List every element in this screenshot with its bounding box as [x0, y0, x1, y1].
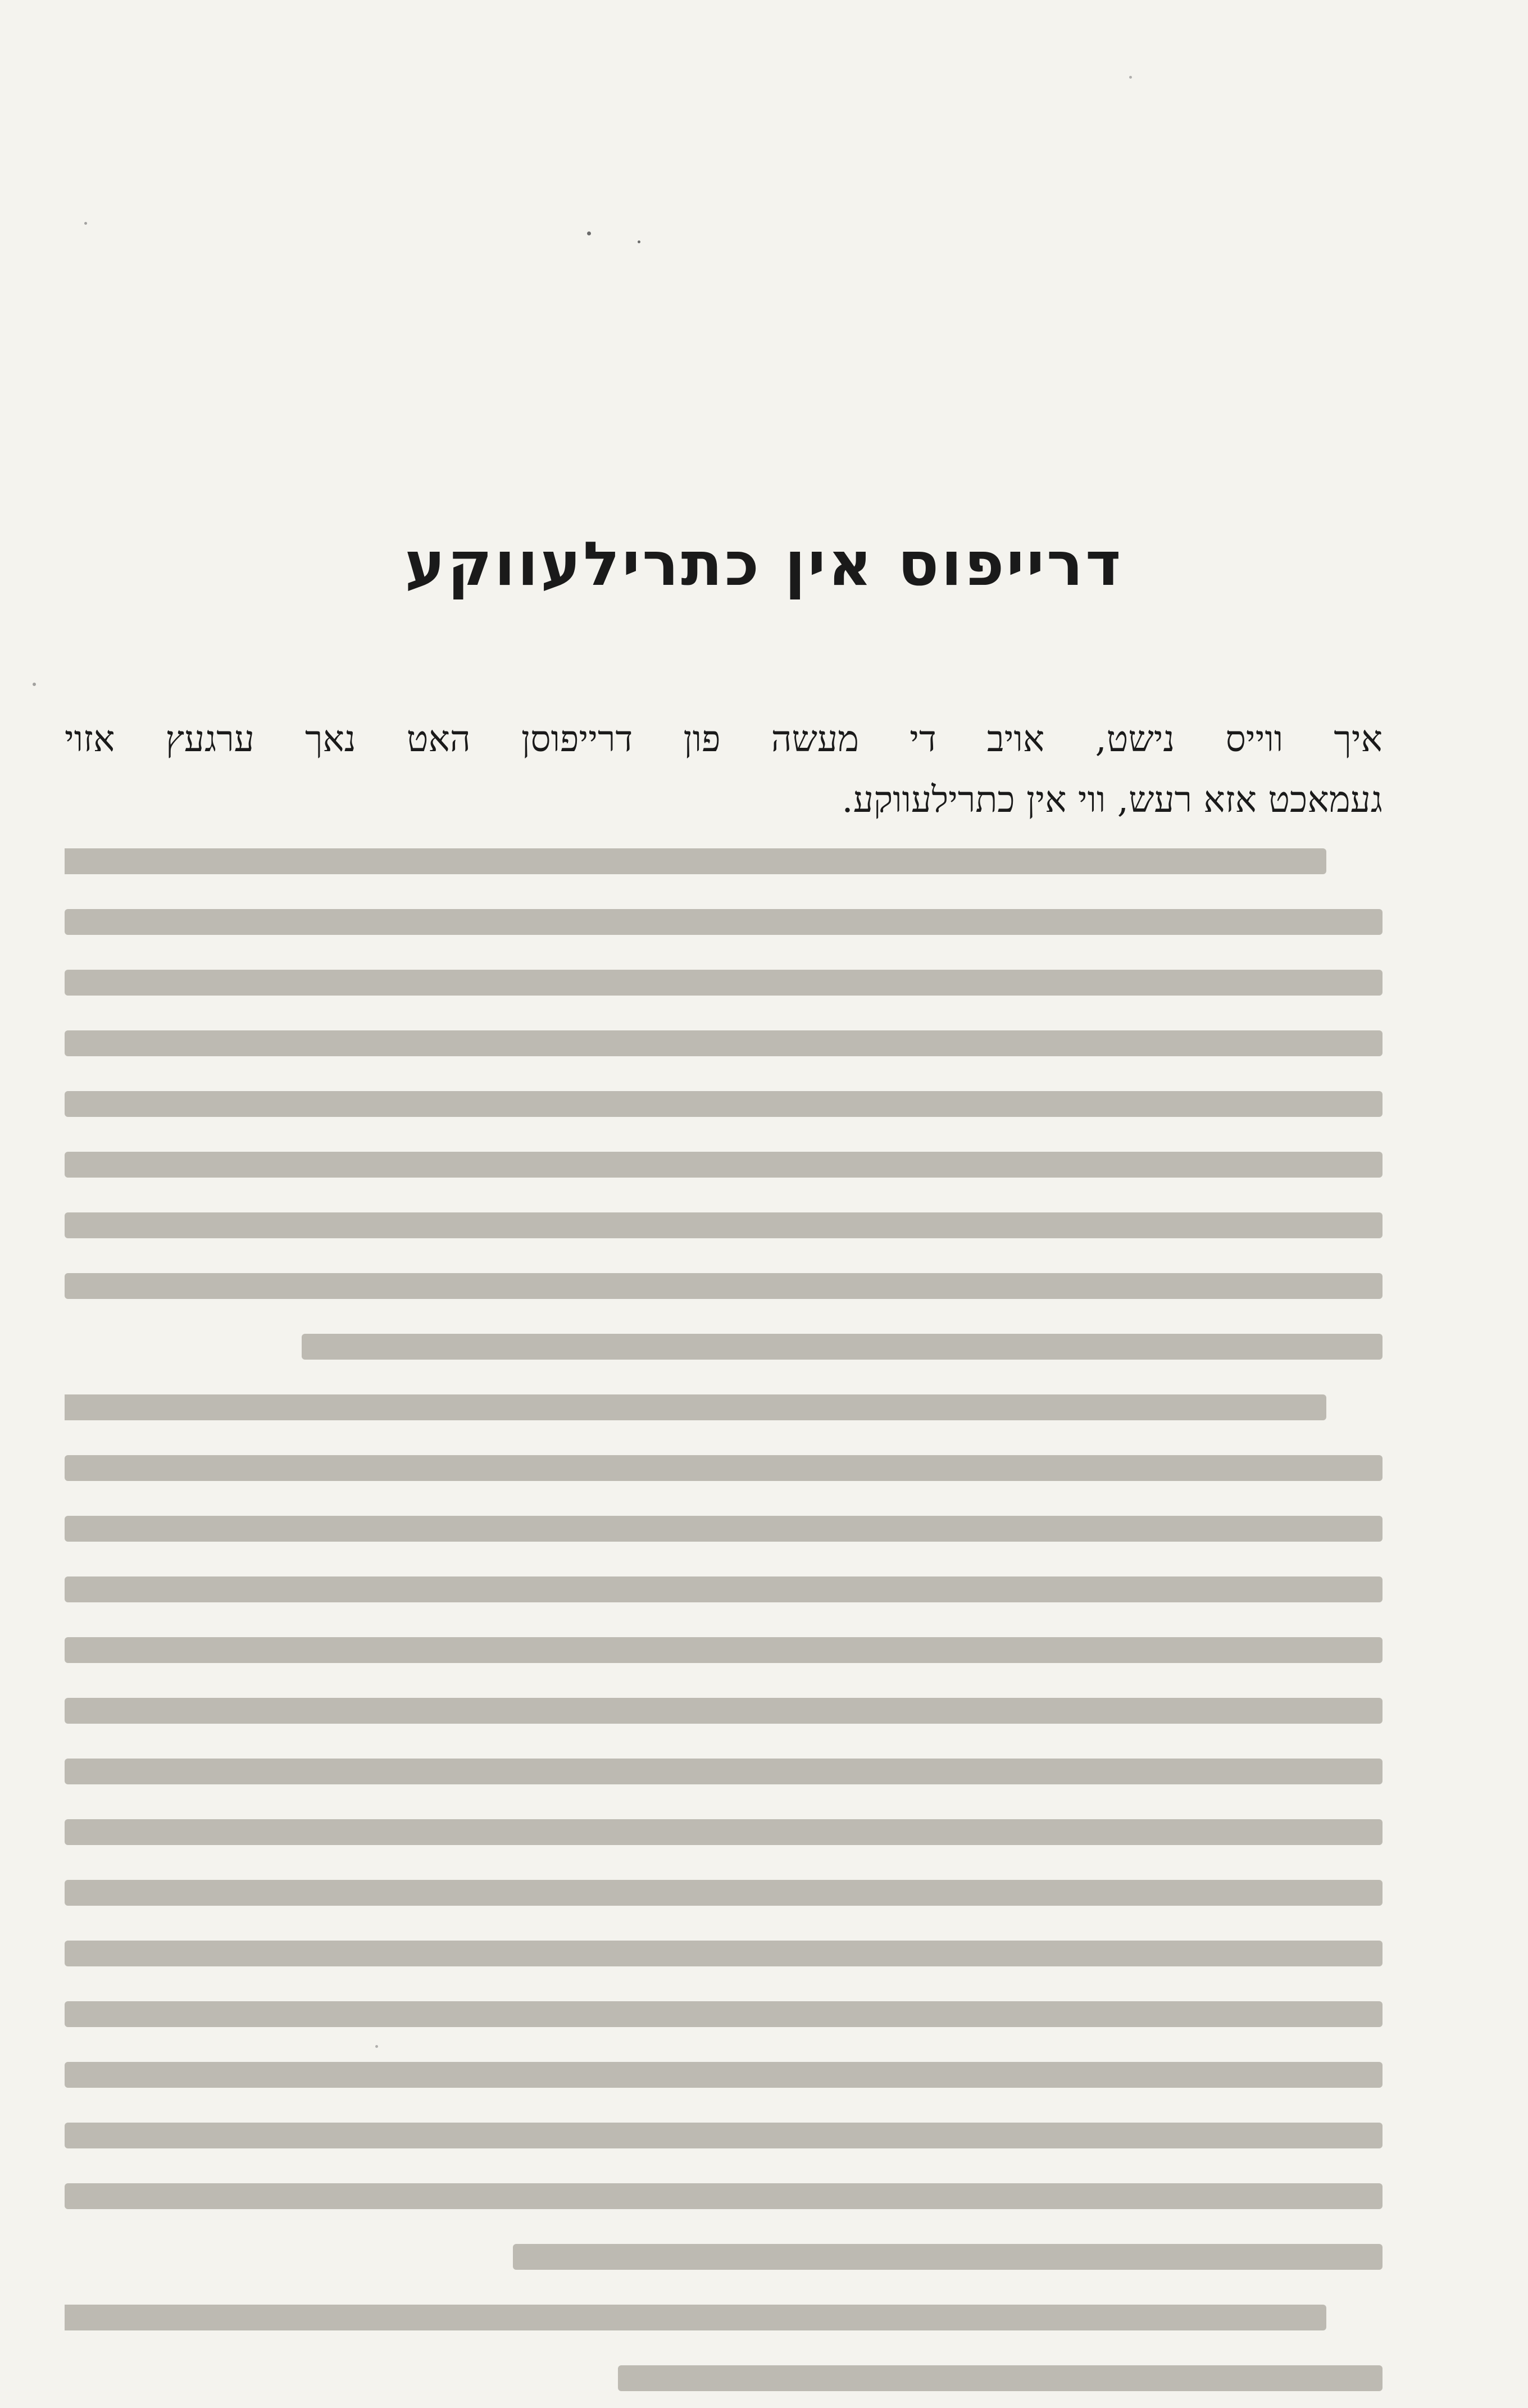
- untranscribed-line: [65, 1923, 1383, 1983]
- untranscribed-line: [65, 891, 1383, 952]
- untranscribed-line: [65, 2044, 1383, 2105]
- untranscribed-line: [65, 1680, 1383, 1741]
- scan-speck: [638, 240, 640, 243]
- untranscribed-line: [65, 1437, 1383, 1498]
- scan-speck: [1129, 76, 1132, 79]
- scan-speck: [375, 2045, 378, 2048]
- untranscribed-line: [65, 2226, 1383, 2287]
- untranscribed-line: [65, 1862, 1383, 1923]
- scan-speck: [33, 683, 36, 686]
- text-line: געמאכט אזא רעש, ווי אין כתרילעווקע.: [842, 779, 1383, 821]
- untranscribed-line: [65, 1073, 1383, 1134]
- untranscribed-line: [65, 1983, 1383, 2044]
- untranscribed-line: [65, 2165, 1383, 2226]
- untranscribed-line: [65, 1316, 1383, 1376]
- untranscribed-line: [65, 1741, 1383, 1801]
- untranscribed-line: [65, 1134, 1383, 1194]
- untranscribed-line: [65, 952, 1383, 1012]
- body-text: [65, 709, 1383, 2408]
- untranscribed-line: [65, 1559, 1383, 1619]
- page-title: דרייפוס אין כתרילעווקע: [404, 529, 1124, 599]
- untranscribed-line: [65, 1619, 1383, 1680]
- untranscribed-line: [65, 2287, 1383, 2347]
- untranscribed-line: [65, 1801, 1383, 1862]
- untranscribed-line: [65, 1194, 1383, 1255]
- text-line: איך ווייס נישט, אויב די מעשה פון דרייפוסן האט נאך ערגעץ אזוי: [65, 719, 1383, 760]
- scan-speck: [587, 231, 591, 235]
- untranscribed-line: [65, 2105, 1383, 2165]
- untranscribed-line: [65, 1255, 1383, 1316]
- untranscribed-line: [65, 2347, 1383, 2408]
- untranscribed-line: [65, 830, 1383, 891]
- untranscribed-line: [65, 1376, 1383, 1437]
- scan-speck: [84, 222, 87, 225]
- untranscribed-line: [65, 1012, 1383, 1073]
- untranscribed-line: [65, 1498, 1383, 1559]
